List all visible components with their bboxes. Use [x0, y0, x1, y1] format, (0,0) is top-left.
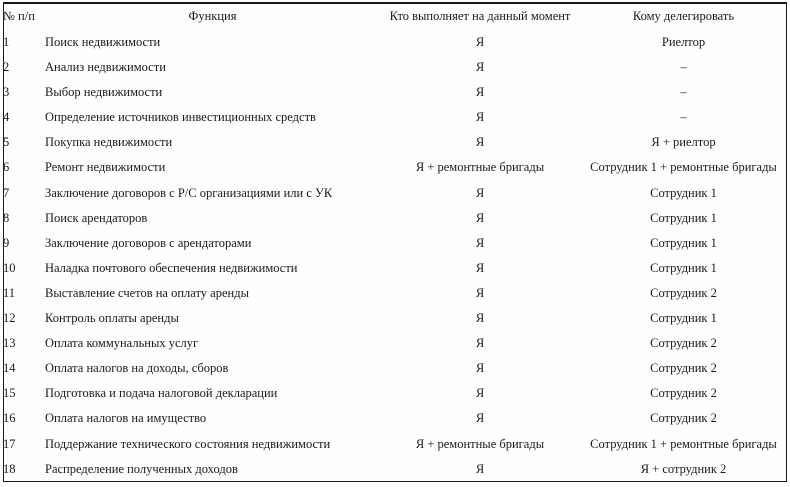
table-header: [3, 2, 787, 30]
cell-function: Оплата налогов на имущество: [45, 411, 207, 426]
cell-delegate: –: [680, 110, 687, 125]
cell-who: Я: [475, 260, 485, 275]
cell-who: Я: [475, 285, 485, 300]
cell-number: 9: [3, 235, 10, 250]
cell-function: Выбор недвижимости: [45, 85, 163, 100]
cell-who: Я: [475, 461, 485, 476]
cell-delegate: Сотрудник 2: [650, 336, 717, 351]
cell-function: Поддержание технического состояния недвижимости: [45, 436, 331, 451]
cell-number: 17: [3, 436, 16, 451]
cell-who: Я + ремонтные бригады: [415, 160, 545, 175]
cell-delegate: Сотрудник 1: [650, 210, 717, 225]
table-row: [3, 256, 787, 281]
cell-who: Я: [475, 85, 485, 100]
table-row: [3, 331, 787, 356]
cell-who: Я: [475, 411, 485, 426]
cell-number: 7: [3, 185, 10, 200]
cell-function: Поиск арендаторов: [45, 210, 148, 225]
cell-function: Определение источников инвестиционных средств: [45, 110, 316, 125]
cell-delegate: Сотрудник 1: [650, 260, 717, 275]
cell-delegate: Я + риелтор: [651, 135, 716, 150]
cell-delegate: Сотрудник 2: [650, 411, 717, 426]
table-row: [3, 55, 787, 80]
cell-number: 5: [3, 135, 10, 150]
cell-number: 6: [3, 160, 10, 175]
cell-who: Я: [475, 235, 485, 250]
cell-function: Заключение договоров с арендаторами: [45, 235, 252, 250]
cell-delegate: Сотрудник 2: [650, 285, 717, 300]
column-header-function: Функция: [188, 9, 237, 23]
cell-delegate: Сотрудник 1: [650, 235, 717, 250]
cell-function: Распределение полученных доходов: [45, 461, 238, 476]
column-header-who: Кто выполняет на данный момент: [389, 9, 571, 23]
cell-number: 14: [3, 361, 16, 376]
cell-function: Выставление счетов на оплату аренды: [45, 285, 249, 300]
cell-delegate: –: [680, 85, 687, 100]
cell-number: 15: [3, 386, 16, 401]
cell-who: Я: [475, 336, 485, 351]
cell-delegate: –: [680, 60, 687, 75]
cell-delegate: Сотрудник 1: [650, 185, 717, 200]
cell-function: Наладка почтового обеспечения недвижимости: [45, 260, 298, 275]
cell-who: Я: [475, 311, 485, 326]
cell-delegate: Сотрудник 1 + ремонтные бригады: [590, 160, 777, 175]
cell-delegate: Сотрудник 1 + ремонтные бригады: [590, 436, 777, 451]
table-row: [3, 432, 787, 457]
cell-number: 12: [3, 311, 16, 326]
cell-function: Покупка недвижимости: [45, 135, 173, 150]
cell-who: Я: [475, 185, 485, 200]
table-row: [3, 206, 787, 231]
cell-function: Анализ недвижимости: [45, 60, 166, 75]
cell-function: Оплата налогов на доходы, сборов: [45, 361, 229, 376]
delegation-table: [3, 2, 787, 482]
cell-who: Я: [475, 135, 485, 150]
cell-number: 1: [3, 35, 10, 49]
cell-number: 10: [3, 260, 16, 275]
table-row: [3, 457, 787, 482]
cell-who: Я: [475, 210, 485, 225]
cell-function: Заключение договоров с Р/С организациями или с УК: [45, 185, 333, 200]
cell-number: 2: [3, 60, 10, 75]
table-row: [3, 356, 787, 381]
cell-number: 16: [3, 411, 16, 426]
cell-number: 3: [3, 85, 10, 100]
cell-who: Я: [475, 386, 485, 401]
cell-delegate: Сотрудник 1: [650, 311, 717, 326]
column-header-delegate: Кому делегировать: [632, 9, 735, 23]
cell-function: Контроль оплаты аренды: [45, 311, 179, 326]
cell-function: Поиск недвижимости: [45, 35, 161, 49]
table-row: [3, 130, 787, 155]
cell-who: Я: [475, 35, 485, 49]
cell-who: Я: [475, 60, 485, 75]
cell-who: Я: [475, 361, 485, 376]
table-row: [3, 181, 787, 206]
column-header-number: № п/п: [3, 9, 35, 23]
cell-who: Я: [475, 110, 485, 125]
table-body: [3, 30, 787, 482]
table-row: [3, 281, 787, 306]
table-row: [3, 406, 787, 431]
table-row: [3, 231, 787, 256]
cell-function: Подготовка и подача налоговой декларации: [45, 386, 278, 401]
cell-number: 18: [3, 461, 16, 476]
table-row: [3, 306, 787, 331]
cell-number: 13: [3, 336, 16, 351]
cell-delegate: Сотрудник 2: [650, 361, 717, 376]
table-row: [3, 105, 787, 130]
table-row: [3, 381, 787, 406]
table-header-row: [3, 2, 787, 30]
cell-delegate: Я + сотрудник 2: [640, 461, 727, 476]
cell-delegate: Риелтор: [661, 35, 706, 49]
cell-function: Оплата коммунальных услуг: [45, 336, 199, 351]
table-row: [3, 80, 787, 105]
cell-number: 8: [3, 210, 10, 225]
cell-number: 11: [3, 285, 16, 300]
cell-delegate: Сотрудник 2: [650, 386, 717, 401]
cell-function: Ремонт недвижимости: [45, 160, 166, 175]
cell-who: Я + ремонтные бригады: [415, 436, 545, 451]
cell-number: 4: [3, 110, 10, 125]
table-row: [3, 30, 787, 55]
table-row: [3, 155, 787, 180]
